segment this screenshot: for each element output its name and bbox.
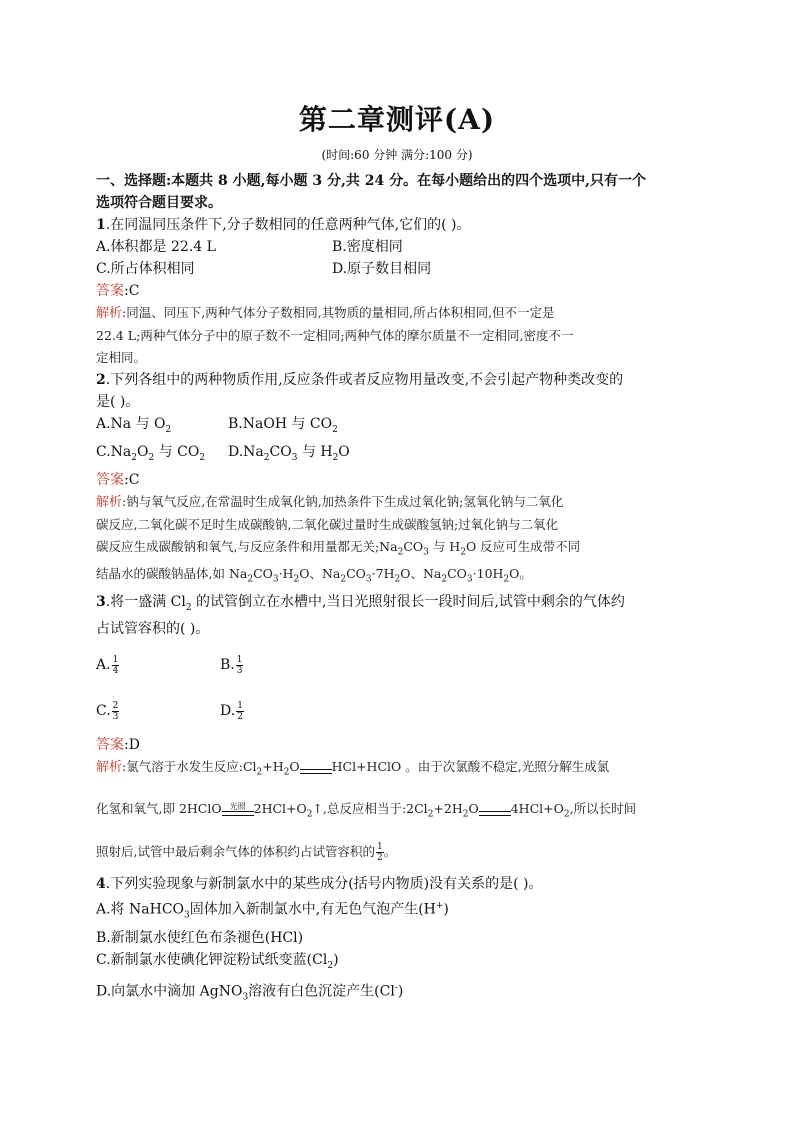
option-d[interactable]: D. $\frac{1}{2}$ (220, 700, 243, 722)
question-2-options-row1 (96, 413, 698, 441)
question-3 (96, 591, 698, 864)
option-b[interactable]: B.新制氯水使红色布条褪色(HCl) (96, 929, 304, 946)
question-3-stem: 3.将一盛满 $Cl_2$ 的试管倒立在水槽中,当日光照射很长一段时间后,试管中剩余的气体约 占试管容积的( )。 (96, 593, 625, 638)
question-4 (96, 873, 698, 1008)
equals-arrow (479, 803, 511, 816)
question-1-stem: 1.在同温同压条件下,分子数相同的任意两种气体,它们的( )。 (96, 217, 471, 233)
question-1-options-row2 (96, 258, 698, 280)
page-title: 第二章测评(A) (298, 103, 496, 136)
question-3-options-row2 (96, 696, 698, 726)
question-3-options-row1 (96, 650, 698, 680)
explanation: 解析:钠与氧气反应,在常温时生成氧化钠,加热条件下生成过氧化钠;氢氧化钠与二氧化 碳反应,二氧化碳不足时生成碳酸钠,二氧化碳过量时生成碳酸氢钠;过氧化钠与二氧化 碳反应生成碳酸钠和氧气,与反应条件和用量都无关$;Na_2CO_3$ 与 $H_2O$ 反应可生成带不同 结晶水的碳酸钠晶体,如 $Na_2CO_3\cdot H_2O$、$Na_2CO_3\cdot 7H_2O$、$Na_2CO_3\cdot 10H_2O$。 (96, 493, 581, 585)
option-a[interactable]: A.将 NaHCO$_3$固体加入新制氯水中,有无色气泡产生(H+) (96, 901, 449, 921)
option-c[interactable]: C. $\frac{2}{3}$ (96, 700, 119, 722)
equals-arrow (300, 761, 332, 774)
option-d[interactable]: $D.Na_2CO_3$ 与 $H_2O$ (228, 443, 350, 463)
section-heading-line1: 一、选择题:本题共 8 小题,每小题 3 分,共 24 分。在每小题给出的四个选项中,只有一个 (96, 173, 646, 189)
question-1 (96, 214, 698, 369)
fraction: $\frac{1}{2}$ (237, 700, 243, 722)
question-1-options-row1 (96, 236, 698, 258)
section-heading-line2: 选项符合题目要求。 (96, 195, 222, 211)
option-c[interactable]: C.所占体积相同 (96, 261, 195, 277)
light-condition-arrow: 光照 (222, 803, 254, 816)
section-heading (96, 170, 698, 214)
option-a[interactable]: A.体积都是 22.4 L (96, 239, 216, 255)
option-c[interactable]: C.新制氯水使碘化钾淀粉试纸变蓝$(Cl_2)$ (96, 951, 339, 971)
answer-line: 答案:C (96, 471, 140, 488)
question-2-stem: 2.下列各组中的两种物质作用,反应条件或者反应物用量改变,不会引起产物种类改变的 是( )。 (96, 372, 624, 410)
question-4-stem: 4.下列实验现象与新制氯水中的某些成分(括号内物质)没有关系的是( )。 (96, 876, 543, 893)
fraction: $\frac{1}{2}$ (376, 842, 383, 864)
explanation: 解析:氯气溶于水发生反应$:Cl_2+H_2O$ HCl+HClO 。由于次氯酸不稳定,光照分解生成氯 化氢和氧气,即 2HClO 光照 $2HCl+O_2↑$,总反应相当于$:2Cl_2+2H_2O$ $4HCl+O_2$,所以长时间 照射后,试管中最后剩余气体的体积约占试管容积的 $\frac{1}{2}$ 。 (96, 759, 637, 864)
page-subtitle: (时间:60 分钟 满分:100 分) (321, 148, 473, 162)
option-c[interactable]: $C.Na_2O_2$ 与 $CO_2$ (96, 443, 206, 463)
question-2-options-row2 (96, 441, 698, 469)
question-2 (96, 369, 698, 591)
fraction: $\frac{1}{3}$ (236, 654, 243, 676)
explanation: 解析:同温、同压下,两种气体分子数相同,其物质的量相同,所占体积相同,但不一定是 22.4 L;两种气体分子中的原子数不一定相同;两种气体的摩尔质量不一定相同,密度不一 定相同。 (96, 305, 574, 365)
fraction: $\frac{1}{4}$ (112, 654, 119, 676)
answer-line: 答案:C (96, 283, 140, 299)
option-b[interactable]: B.密度相同 (332, 239, 403, 255)
option-b[interactable]: B.NaOH 与 $CO_2$ (228, 416, 338, 435)
option-d[interactable]: D.向氯水中滴加 AgNO$_3$溶液有白色沉淀产生(Cl-) (96, 982, 404, 1003)
option-a[interactable]: A.Na 与 $O_2$ (96, 416, 172, 435)
option-a[interactable]: A. $\frac{1}{4}$ (96, 654, 119, 676)
option-b[interactable]: B. $\frac{1}{3}$ (220, 654, 243, 676)
answer-line: 答案:D (96, 737, 140, 754)
fraction: $\frac{2}{3}$ (112, 700, 119, 722)
option-d[interactable]: D.原子数目相同 (332, 261, 432, 277)
exam-page (96, 100, 698, 1008)
